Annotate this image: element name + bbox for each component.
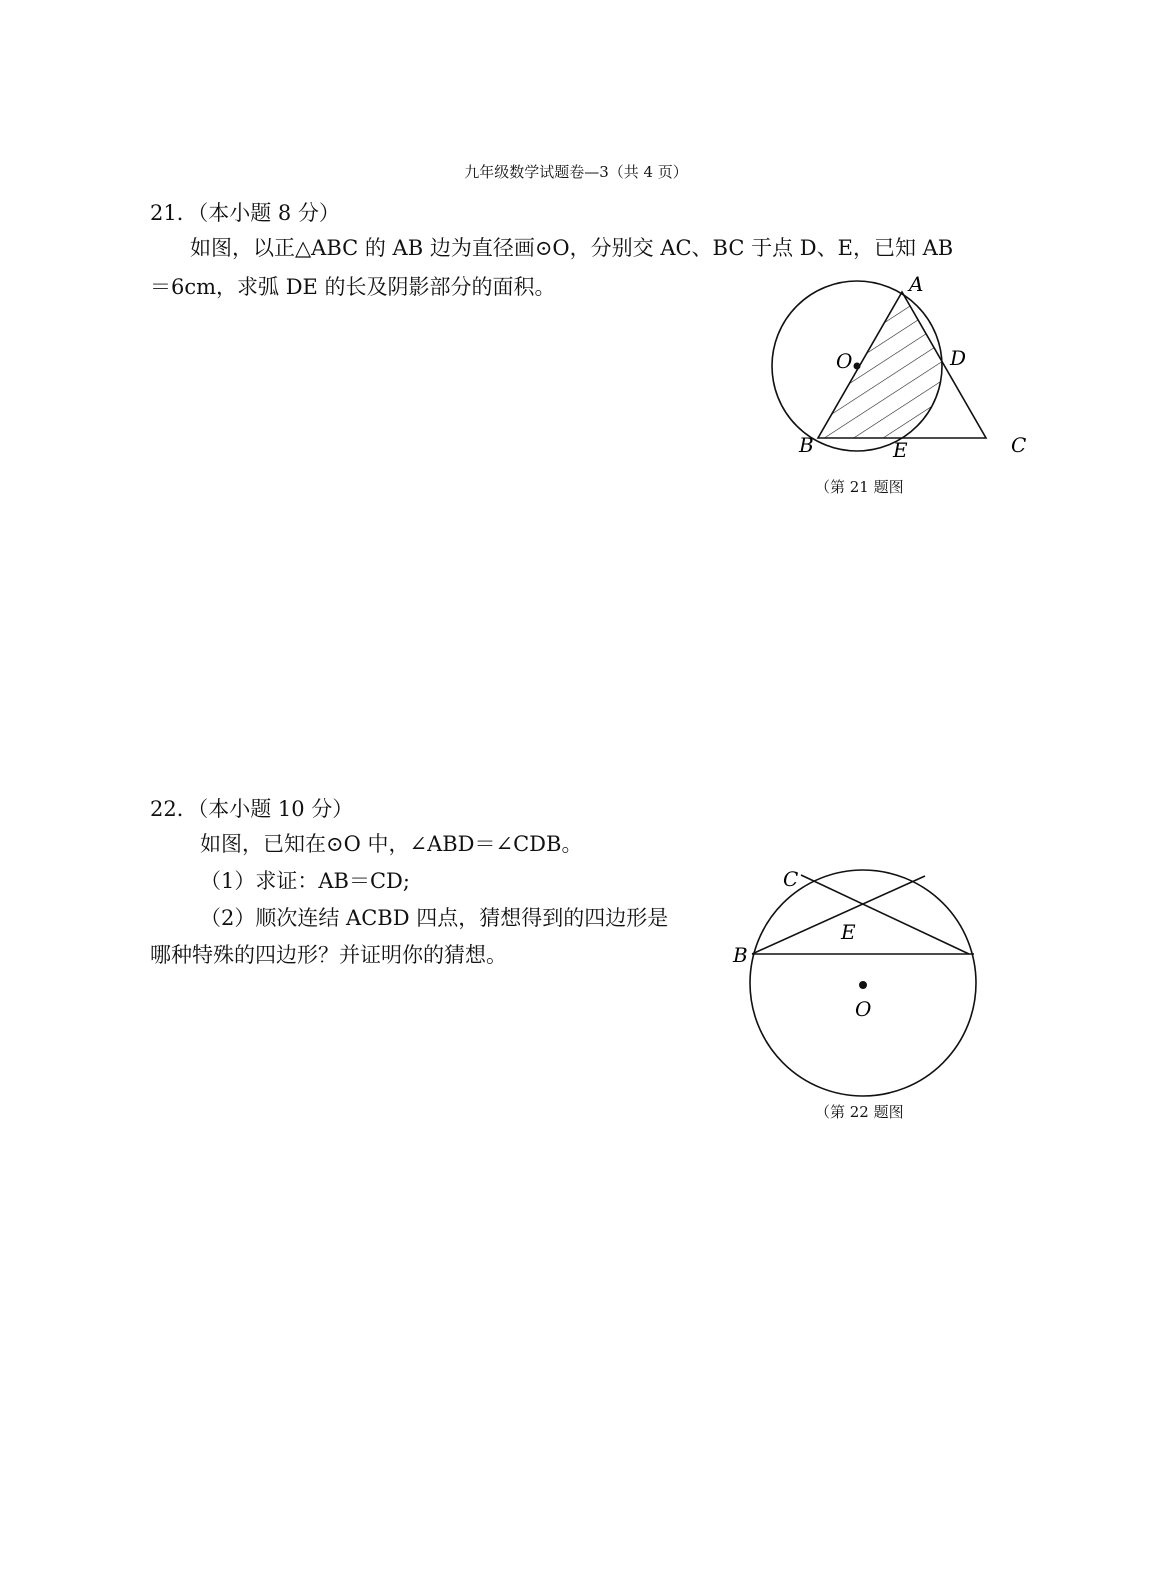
label-d: D — [950, 346, 967, 370]
q22-figure — [725, 860, 995, 1105]
q21-text-line1: 如图，以正△ABC 的 AB 边为直径画⊙O，分别交 AC、BC 于点 D、E，已知 AB — [190, 236, 954, 260]
label-a: A — [909, 272, 924, 296]
q21-caption: （第 21 题图 — [815, 478, 904, 496]
label-o: O — [855, 997, 872, 1021]
q21-title: 21．（本小题 8 分） — [150, 201, 340, 225]
label-b: B — [799, 433, 814, 457]
q22-text-line2: （1）求证：AB＝CD; — [200, 869, 410, 893]
q22-text-line1: 如图，已知在⊙O 中，∠ABD＝∠CDB。 — [200, 832, 583, 856]
label-b: B — [733, 943, 748, 967]
q22-text-line3: （2）顺次连结 ACBD 四点，猜想得到的四边形是 — [200, 906, 669, 930]
label-c: C — [1011, 433, 1027, 457]
label-c: C — [783, 867, 799, 891]
center-o-point — [859, 981, 867, 989]
label-o: O — [836, 349, 853, 373]
center-o-point — [854, 363, 861, 370]
q21-figure — [760, 265, 1050, 470]
chord-ab — [752, 876, 925, 954]
chord-cd — [801, 875, 969, 954]
q21-text-line2: ＝6cm，求弧 DE 的长及阴影部分的面积。 — [150, 275, 556, 299]
q22-text-line4: 哪种特殊的四边形？并证明你的猜想。 — [150, 943, 507, 967]
q22-caption: （第 22 题图 — [815, 1103, 904, 1121]
label-e: E — [841, 920, 856, 944]
q22-title: 22．（本小题 10 分） — [150, 797, 354, 821]
label-e: E — [893, 438, 908, 462]
page-header: 九年级数学试题卷—3（共 4 页） — [464, 163, 688, 181]
